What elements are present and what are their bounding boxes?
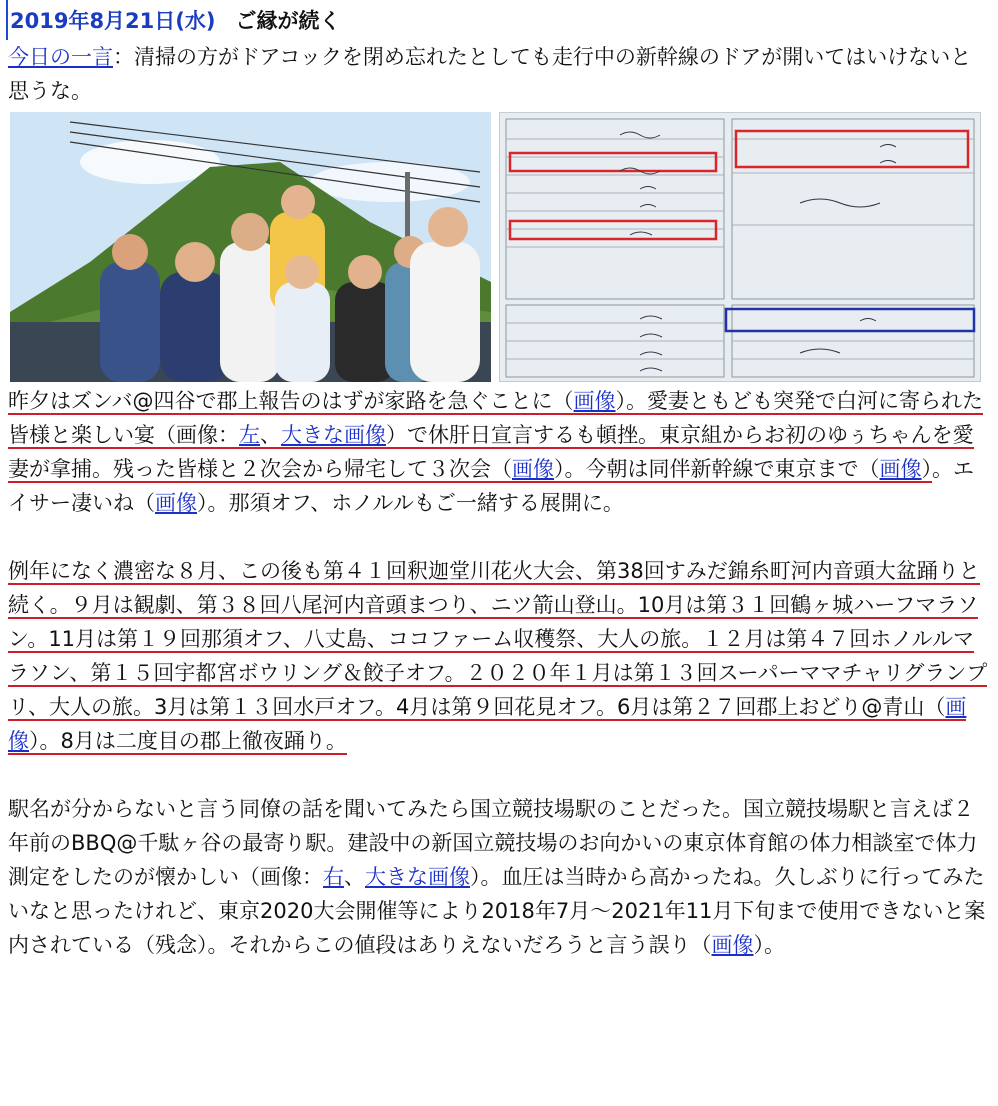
paragraph-schedule bbox=[8, 554, 990, 758]
entry-date: 2019年8月21日(水) bbox=[10, 9, 216, 33]
p1-text-4: ）で休肝日宣言するも頓挫。東京組からお初のゆぅちゃんを愛妻が拿捕。残った皆様と２次会から帰宅して３次会（ bbox=[8, 423, 974, 481]
p1-image-link-2[interactable]: 画像 bbox=[512, 457, 554, 481]
p2-text-2: ）。8月は二度目の郡上徹夜踊り。 bbox=[29, 729, 347, 753]
p1-text-1: 昨夕はズンバ@四谷で郡上報告のはずが家路を急ぐことに（ bbox=[8, 389, 574, 413]
spacer bbox=[8, 520, 990, 554]
p3-large-image-link[interactable]: 大きな画像 bbox=[365, 865, 470, 889]
p3-text-1: 駅名が分からないと言う同僚の話を聞いてみたら国立競技場駅のことだった。国立競技場駅と言えば２年前のBBQ@千駄ヶ谷の最寄り駅。建設中の新国立競技場のお向かいの東京体育館の体力相談室で体力測定をしたのが懐かしい（画像： bbox=[8, 797, 978, 889]
entry-title: ご縁が続く bbox=[235, 9, 341, 33]
p1-text-6a: ） bbox=[921, 457, 932, 481]
quote-paragraph bbox=[8, 40, 990, 108]
paragraph-party bbox=[8, 384, 990, 520]
p3-text-3: ）。血圧は当時から高かったね。久しぶりに行ってみたいなと思ったけれど、東京2020大会開催等により2018年7月～2021年11月下旬まで使用できないと案内されている（残念）。それからこの値段はありえないだろうと言う誤り（ bbox=[8, 865, 986, 957]
p3-text-2: 、 bbox=[344, 865, 365, 889]
p1-large-image-link[interactable]: 大きな画像 bbox=[281, 423, 386, 447]
spacer bbox=[8, 758, 990, 792]
p3-image-link[interactable]: 画像 bbox=[711, 933, 754, 957]
p1-image-link-3[interactable]: 画像 bbox=[879, 457, 922, 481]
p1-left-link[interactable]: 左 bbox=[239, 423, 260, 447]
p1-image-link-4[interactable]: 画像 bbox=[155, 491, 197, 515]
p3-text-4: ）。 bbox=[753, 933, 785, 957]
p1-text-3: 、 bbox=[260, 423, 281, 447]
group-photo-illustration bbox=[10, 112, 491, 382]
quote-text: ：清掃の方がドアコックを閉め忘れたとしても走行中の新幹線のドアが開いてはいけないと思うな。 bbox=[8, 45, 972, 103]
p1-text-6: 。エイサー凄いね（ bbox=[8, 457, 974, 515]
group-photo bbox=[10, 112, 491, 382]
p3-right-link[interactable]: 右 bbox=[323, 865, 344, 889]
photo-row bbox=[10, 112, 990, 382]
fitness-sheet-illustration bbox=[500, 113, 980, 381]
fitness-record-sheet bbox=[499, 112, 981, 382]
p2-image-link[interactable]: 画像 bbox=[8, 695, 967, 753]
p1-text-7: ）。那須オフ、ホノルルもご一緒する展開に。 bbox=[197, 491, 624, 515]
p2-text-1: 例年になく濃密な８月、この後も第４１回釈迦堂川花火大会、第38回すみだ錦糸町河内音頭大盆踊りと続く。９月は観劇、第３８回八尾河内音頭まつり、ニツ箭山登山。10月は第３１回鶴ヶ城ハーフマラソン。11月は第１９回那須オフ、八丈島、ココファーム収穫祭、大人の旅。１２月は第４７回ホノルルマラソン、第１５回宇都宮ボウリング＆餃子オフ。２０２０年１月は第１３回スーパーママチャリグランプリ、大人の旅。3月は第１３回水戸オフ。4月は第９回花見オフ。6月は第２７回郡上おどり@青山（ bbox=[8, 559, 988, 719]
p1-image-link-1[interactable]: 画像 bbox=[573, 389, 616, 413]
p1-text-2: ）。愛妻ともども突発で白河に寄られた皆様と楽しい宴（画像： bbox=[8, 389, 984, 447]
paragraph-stadium bbox=[8, 792, 990, 962]
p1-text-5: ）。今朝は同伴新幹線で東京まで（ bbox=[554, 457, 880, 481]
quote-link[interactable]: 今日の一言 bbox=[8, 45, 113, 69]
entry-heading bbox=[6, 0, 990, 40]
